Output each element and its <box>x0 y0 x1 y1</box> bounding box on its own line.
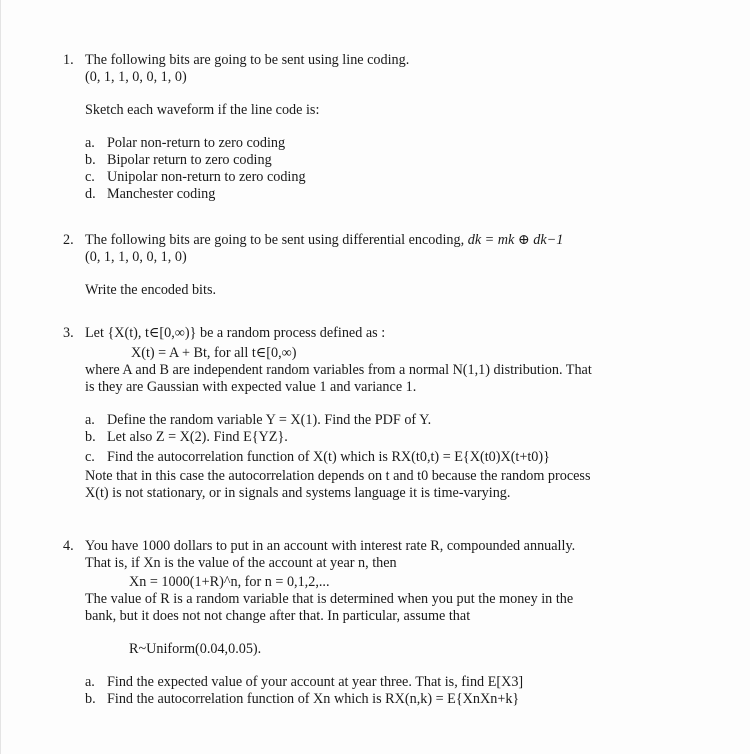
list-item: c. Unipolar non-return to zero coding <box>85 169 306 185</box>
account-formula: Xn = 1000(1+R)^n, for n = 0,1,2,... <box>129 574 330 590</box>
process-definition: X(t) = A + Bt, for all t∈[0,∞) <box>131 345 297 361</box>
question-prompt: Sketch each waveform if the line code is: <box>85 102 320 118</box>
question-number: 4. <box>63 538 74 554</box>
question-number: 2. <box>63 232 74 248</box>
list-item: b. Let also Z = X(2). Find E{YZ}. <box>85 429 288 445</box>
bit-sequence: (0, 1, 1, 0, 0, 1, 0) <box>85 69 187 85</box>
paragraph-line: where A and B are independent random variables from a normal N(1,1) distribution. That <box>85 362 592 378</box>
question-prompt: Write the encoded bits. <box>85 282 217 298</box>
question-intro: The following bits are going to be sent using line coding. <box>85 52 410 68</box>
list-item: b. Bipolar return to zero coding <box>85 152 272 168</box>
distribution-statement: R~Uniform(0.04,0.05). <box>129 641 262 657</box>
paragraph-line: is they are Gaussian with expected value 1 and variance 1. <box>85 379 417 395</box>
question-4 <box>63 538 723 708</box>
bit-sequence: (0, 1, 1, 0, 0, 1, 0) <box>85 249 187 265</box>
question-number: 3. <box>63 325 74 341</box>
paragraph-line: The value of R is a random variable that is determined when you put the money in the <box>85 591 574 607</box>
question-intro: The following bits are going to be sent using differential encoding, dk = mk ⊕ dk−1 <box>85 232 564 248</box>
question-1 <box>63 52 723 203</box>
list-item: a. Find the expected value of your account at year three. That is, find E[X3] <box>85 674 524 690</box>
question-3 <box>63 325 723 502</box>
list-item: a. Define the random variable Y = X(1). Find the PDF of Y. <box>85 412 432 428</box>
list-item: d. Manchester coding <box>85 186 216 202</box>
paragraph-line: X(t) is not stationary, or in signals and systems language it is time-varying. <box>85 485 511 501</box>
question-intro: That is, if Xn is the value of the account at year n, then <box>85 555 397 571</box>
paragraph-line: Note that in this case the autocorrelation depends on t and t0 because the random process <box>85 468 591 484</box>
question-intro: You have 1000 dollars to put in an account with interest rate R, compounded annually. <box>85 538 576 554</box>
differential-formula: dk = mk ⊕ dk−1 <box>467 232 564 248</box>
question-number: 1. <box>63 52 74 68</box>
list-item: b. Find the autocorrelation function of Xn which is RX(n,k) = E{XnXn+k} <box>85 691 520 707</box>
list-item: a. Polar non-return to zero coding <box>85 135 286 151</box>
question-intro: Let {X(t), t∈[0,∞)} be a random process defined as : <box>85 325 386 341</box>
question-2 <box>63 232 723 299</box>
paragraph-line: bank, but it does not not change after that. In particular, assume that <box>85 608 471 624</box>
list-item: c. Find the autocorrelation function of X(t) which is RX(t0,t) = E{X(t0)X(t+t0)} <box>85 449 550 465</box>
